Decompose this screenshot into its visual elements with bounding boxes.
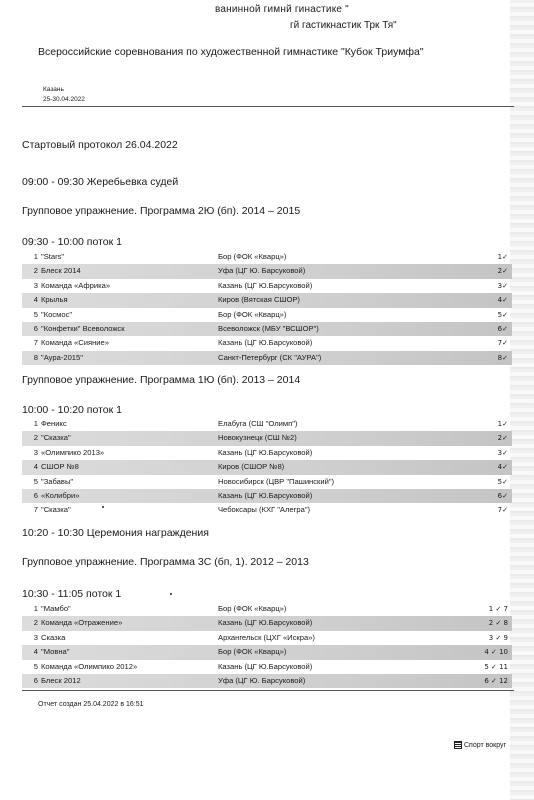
club-name: Бор (ФОК «Кварц»)	[218, 604, 287, 613]
table-row	[22, 489, 512, 503]
table-row	[22, 264, 512, 278]
team-name: Крылья	[41, 295, 68, 305]
check-mark: 5✓	[497, 310, 508, 319]
check-mark: 1✓	[497, 253, 508, 261]
row-number: 2	[33, 618, 38, 628]
team-name: "Космос"	[41, 309, 73, 319]
table-row	[22, 674, 512, 688]
table-row	[22, 336, 512, 350]
row-number: 4	[33, 295, 38, 305]
table-row	[22, 616, 512, 630]
check-mark: 4✓	[497, 296, 508, 305]
club-name: Санкт-Петербург (СК "АУРА")	[218, 352, 322, 362]
table-row	[22, 645, 512, 659]
row-number: 5	[33, 476, 38, 486]
group-title-2u: Групповое упражнение. Программа 2Ю (бп). 2014 – 2015	[22, 205, 301, 217]
check-mark: 5✓	[497, 477, 508, 486]
team-name: СШОР №8	[41, 462, 79, 472]
check-mark: 6 ✓ 12	[484, 676, 508, 685]
team-name: "Забавы"	[41, 476, 74, 486]
club-name: Казань (ЦГ Ю.Барсуковой)	[218, 661, 313, 671]
club-name: Всеволожск (МБУ "ВСШОР")	[218, 323, 319, 333]
club-name: Киров (СШОР №8)	[218, 462, 285, 472]
check-mark: 3✓	[497, 281, 508, 290]
protocol-title: Стартовый протокол 26.04.2022	[22, 139, 178, 151]
club-name: Бор (ФОК «Кварц»)	[218, 252, 287, 261]
group-title-1u: Групповое упражнение. Программа 1Ю (бп). 2013 – 2014	[22, 374, 301, 386]
team-name: «Колибри»	[41, 490, 80, 500]
club-name: Уфа (ЦГ Ю. Барсуковой)	[218, 675, 306, 685]
scan-speck	[170, 593, 172, 595]
club-name: Казань (ЦГ Ю.Барсуковой)	[218, 490, 313, 500]
team-name: Блеск 2012	[41, 675, 81, 685]
check-mark: 5 ✓ 11	[484, 662, 508, 671]
club-name: Елабуга (СШ "Олимп")	[218, 419, 298, 428]
check-mark: 7✓	[497, 339, 508, 348]
team-name: Феникс	[41, 419, 67, 428]
check-mark: 6✓	[497, 491, 508, 500]
slot-2: 10:00 - 10:20 поток 1	[22, 404, 122, 416]
club-name: Казань (ЦГ Ю.Барсуковой)	[218, 338, 313, 348]
table-row	[22, 446, 512, 460]
club-name: Казань (ЦГ Ю.Барсуковой)	[218, 447, 313, 457]
table-row	[22, 351, 512, 365]
team-name: "Сказка"	[41, 505, 71, 515]
check-mark: 3 ✓ 9	[488, 633, 508, 642]
competition-dates: 25-30.04.2022	[43, 96, 85, 103]
check-mark: 2✓	[497, 267, 508, 276]
table-row	[22, 417, 512, 431]
team-name: Команда «Отражение»	[41, 618, 123, 628]
row-number: 6	[33, 675, 38, 685]
club-name: Бор (ФОК «Кварц»)	[218, 647, 287, 657]
club-name: Новокузнецк (СШ №2)	[218, 433, 297, 443]
team-name: Команда «Олимпико 2012»	[41, 661, 138, 671]
slot-3: 10:30 - 11:05 поток 1	[22, 588, 122, 600]
table-row	[22, 503, 512, 517]
table-row	[22, 279, 512, 293]
table-row	[22, 460, 512, 474]
table-row	[22, 308, 512, 322]
row-number: 7	[33, 505, 38, 515]
table-row	[22, 602, 512, 616]
header-line-2: гй гастикнастик Трк Тя"	[290, 20, 397, 31]
club-name: Киров (Вятская СШОР)	[218, 295, 300, 305]
table-row	[22, 475, 512, 489]
check-mark: 3✓	[497, 448, 508, 457]
row-number: 7	[33, 338, 38, 348]
club-name: Новосибирск (ЦВР "Пашинский")	[218, 476, 335, 486]
check-mark: 1 ✓ 7	[488, 605, 508, 613]
club-name: Уфа (ЦГ Ю. Барсуковой)	[218, 266, 306, 276]
row-number: 6	[33, 323, 38, 333]
team-name: "Stars"	[41, 252, 65, 261]
check-mark: 4✓	[497, 463, 508, 472]
club-name: Казань (ЦГ Ю.Барсуковой)	[218, 618, 313, 628]
scan-speck	[102, 506, 104, 508]
competition-title: Всероссийские соревнования по художественной гимнастике "Кубок Триумфа"	[38, 46, 424, 58]
check-mark: 1✓	[497, 420, 508, 428]
start-list-1u	[22, 417, 512, 518]
city: Казань	[43, 86, 64, 93]
row-number: 4	[33, 462, 38, 472]
team-name: Сказка	[41, 632, 66, 642]
check-mark: 2✓	[497, 434, 508, 443]
footer-divider	[22, 690, 514, 691]
row-number: 5	[33, 309, 38, 319]
row-number: 1	[33, 252, 38, 261]
group-title-3s: Групповое упражнение. Программа 3С (бп, 1). 2012 – 2013	[22, 556, 309, 568]
table-row	[22, 250, 512, 264]
check-mark: 6✓	[497, 324, 508, 333]
row-number: 4	[33, 647, 38, 657]
ceremony-slot: 10:20 - 10:30 Церемония награждения	[22, 527, 209, 539]
table-row	[22, 293, 512, 307]
brand	[454, 741, 506, 749]
header-line-1: ванинной гимнй гинастике "	[215, 4, 349, 15]
row-number: 3	[33, 447, 38, 457]
brand-logo-icon	[454, 741, 462, 749]
report-created: Отчет создан 25.04.2022 в 16:51	[38, 701, 144, 708]
slot-1: 09:30 - 10:00 поток 1	[22, 236, 122, 248]
row-number: 1	[33, 419, 38, 428]
row-number: 3	[33, 632, 38, 642]
judges-slot: 09:00 - 09:30 Жеребьевка судей	[22, 176, 179, 188]
team-name: «Олимпико 2013»	[41, 447, 105, 457]
start-list-2u	[22, 250, 512, 365]
check-mark: 7✓	[497, 506, 508, 515]
club-name: Архангельск (ЦХГ «Искра»)	[218, 632, 315, 642]
team-name: "Аура-2015"	[41, 352, 83, 362]
brand-label: Спорт вокруг	[464, 741, 507, 749]
team-name: Команда «Африка»	[41, 280, 111, 290]
team-name: "Конфетки" Всеволожск	[41, 323, 125, 333]
check-mark: 8✓	[497, 353, 508, 362]
row-number: 3	[33, 280, 38, 290]
team-name: "Мовна"	[41, 647, 70, 657]
table-row	[22, 322, 512, 336]
club-name: Казань (ЦГ Ю.Барсуковой)	[218, 280, 313, 290]
scan-edge	[510, 0, 534, 800]
row-number: 8	[33, 352, 38, 362]
row-number: 1	[33, 604, 38, 613]
start-list-3s	[22, 602, 512, 688]
row-number: 5	[33, 661, 38, 671]
team-name: Команда «Сияние»	[41, 338, 109, 348]
table-row	[22, 660, 512, 674]
team-name: "Мамбо"	[41, 604, 71, 613]
club-name: Чебоксары (КХГ "Алегра")	[218, 505, 311, 515]
row-number: 2	[33, 266, 38, 276]
row-number: 2	[33, 433, 38, 443]
table-row	[22, 631, 512, 645]
check-mark: 2 ✓ 8	[488, 619, 508, 628]
table-row	[22, 431, 512, 445]
club-name: Бор (ФОК «Кварц»)	[218, 309, 287, 319]
check-mark: 4 ✓ 10	[484, 648, 508, 657]
header-divider	[22, 106, 514, 107]
row-number: 6	[33, 490, 38, 500]
team-name: "Сказка"	[41, 433, 71, 443]
team-name: Блеск 2014	[41, 266, 81, 276]
